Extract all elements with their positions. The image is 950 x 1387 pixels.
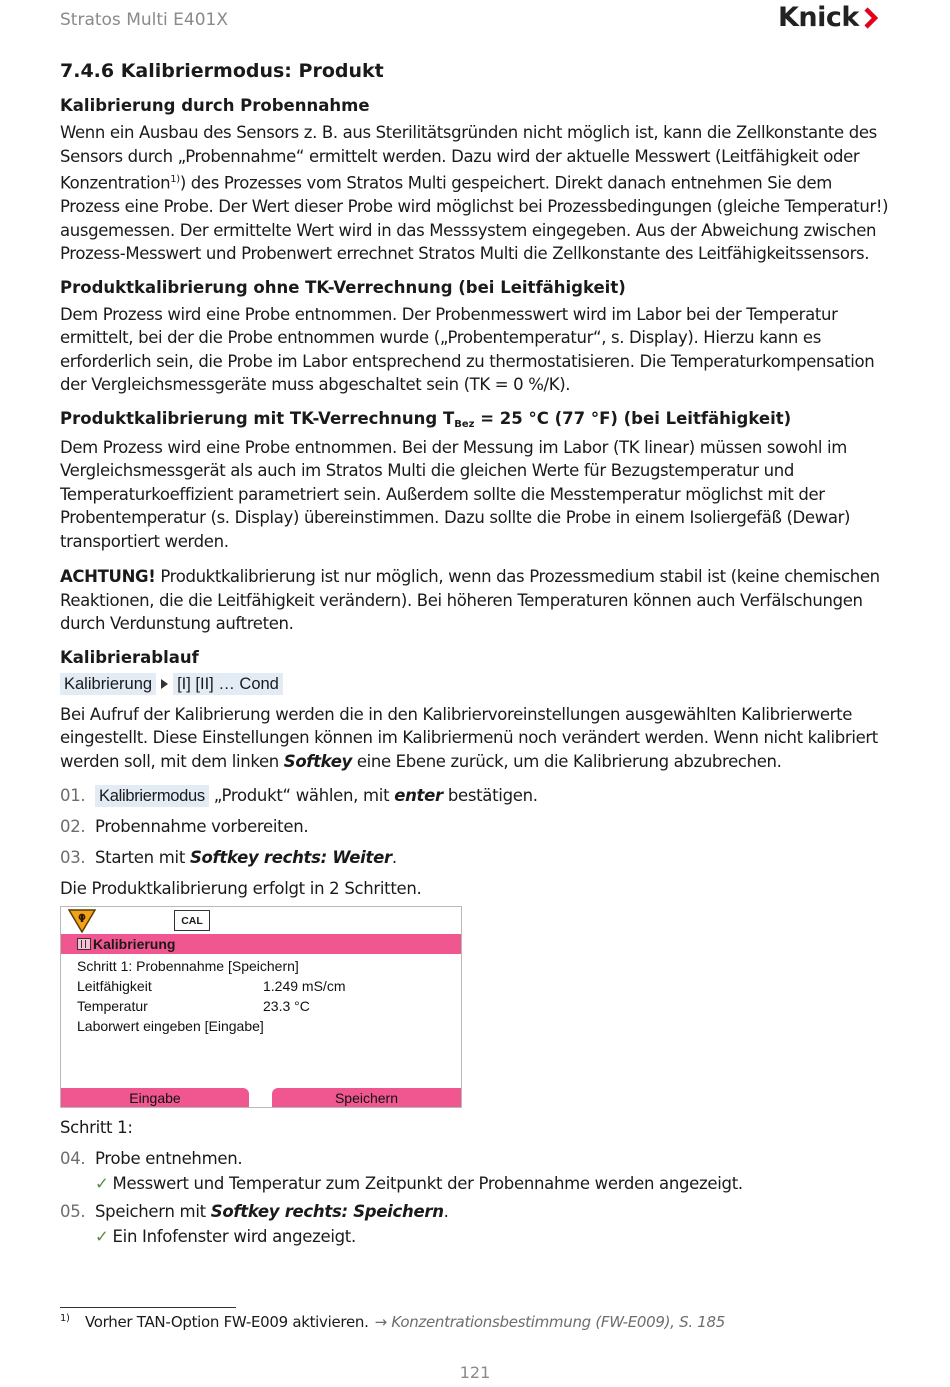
step1-caption: Schritt 1: bbox=[60, 1118, 133, 1137]
step-number: 02. bbox=[60, 817, 86, 836]
display-step-line: Schritt 1: Probennahme [Speichern] bbox=[77, 958, 299, 974]
chevron-right-icon bbox=[863, 7, 879, 29]
step-number: 05. bbox=[60, 1202, 86, 1221]
step-03: 03. Starten mit Softkey rechts: Weiter. bbox=[60, 848, 397, 867]
warning-label: ACHTUNG! bbox=[60, 567, 156, 586]
header-product-name: Stratos Multi E401X bbox=[60, 10, 228, 30]
heading-probennahme: Kalibrierung durch Probennahme bbox=[60, 96, 370, 115]
warning-paragraph: ACHTUNG! Produktkalibrierung ist nur möglich, wenn das Prozessmedium stabil ist (keine chemischen Reaktionen, die die Leitfähigkeit verändern). Bei höheren Temperaturen können auch Verfälschungen durch Verdunstung auftreten. bbox=[60, 567, 880, 633]
step-04-result: Messwert und Temperatur zum Zeitpunkt der Probennahme werden angezeigt. bbox=[112, 1174, 743, 1193]
brand-logo bbox=[778, 2, 879, 33]
step-number: 03. bbox=[60, 848, 86, 867]
footnote-text: Vorher TAN-Option FW-E009 aktivieren. bbox=[85, 1313, 369, 1331]
heading-kalibrierablauf: Kalibrierablauf bbox=[60, 647, 199, 667]
step-05-result: Ein Infofenster wird angezeigt. bbox=[112, 1227, 356, 1246]
paragraph-intro: Bei Aufruf der Kalibrierung werden die in den Kalibriervoreinstellungen ausgewählten Kalibrierwerte eingestellt. Diese Einstellungen können im Kalibriermenü noch verändert werden. Wenn nicht kalibriert werden soll, mit dem linken Softkey eine Ebene zurück, um die Kalibrierung abzubrechen. bbox=[60, 704, 878, 771]
menu-path-target: [I] [II] … Cond bbox=[173, 673, 283, 695]
page-number: 121 bbox=[459, 1363, 491, 1382]
step-number: 01. bbox=[60, 786, 86, 805]
paragraph-mit-tk: Dem Prozess wird eine Probe entnommen. Bei der Messung im Labor (TK linear) müssen sowohl im Vergleichsmessgerät als auch im Stratos Multi die gleichen Werte für Bezugstemperatur und Temperaturkoeffizient parametriert sein. Außerdem sollte die Messtemperatur möglichst mit der Probentemperatur (s. Display) übereinstimmen. Dazu sollte die Probe in einem Isoliergefäß (Dewar) transportiert werden. bbox=[60, 437, 851, 551]
display-cond-value: 1.249 mS/cm bbox=[263, 978, 346, 994]
footnote-divider bbox=[60, 1307, 236, 1308]
paragraph-ohne-tk: Dem Prozess wird eine Probe entnommen. Der Probenmesswert wird im Labor bei der Temperatur ermittelt, bei der die Probe entnommen wurde („Probentemperatur“, s. Display). Hierzu kann es erforderlich sein, die Probe im Labor entsprechend zu thermostatisieren. Die Temperaturkompensation der Vergleichsmessgeräte muss abgeschaltet sein (TK = 0 %/K). bbox=[60, 304, 875, 394]
footnote bbox=[60, 1313, 725, 1331]
menu-path bbox=[60, 673, 892, 695]
display-lab-line: Laborwert eingeben [Eingabe] bbox=[77, 1018, 264, 1034]
maintenance-warning-icon bbox=[68, 908, 96, 933]
softkey-term: Softkey bbox=[283, 751, 352, 771]
display-temp-value: 23.3 °C bbox=[263, 998, 310, 1014]
step-01: 01. Kalibriermodus „Produkt“ wählen, mit enter bestätigen. bbox=[60, 786, 538, 805]
footnote-mark: 1) bbox=[60, 1313, 70, 1324]
softkey-right-speichern[interactable]: Speichern bbox=[272, 1088, 461, 1107]
brand-logo-text: Knick bbox=[778, 2, 859, 33]
cal-mode-badge: CAL bbox=[174, 910, 210, 931]
heading-ohne-tk: Produktkalibrierung ohne TK-Verrechnung (bei Leitfähigkeit) bbox=[60, 277, 626, 297]
step-number: 04. bbox=[60, 1149, 86, 1168]
two-steps-note: Die Produktkalibrierung erfolgt in 2 Schritten. bbox=[60, 879, 422, 898]
display-title-bar bbox=[61, 934, 461, 954]
check-icon: ✓ bbox=[95, 1174, 109, 1193]
menu-tag-kalibriermodus: Kalibriermodus bbox=[95, 785, 209, 807]
display-temp-label: Temperatur bbox=[77, 998, 148, 1014]
paragraph-probennahme: Wenn ein Ausbau des Sensors z. B. aus Sterilitätsgründen nicht möglich ist, kann die Zellkonstante des Sensors durch „Probennahme“ ermittelt werden. Dazu wird der aktuelle Messwert (Leitfähigkeit oder Konzentration$^{1)}$) des Prozesses vom Stratos Multi gespeichert. Direkt danach entnehmen Sie dem Prozess eine Probe. Der Wert dieser Probe wird möglichst bei Prozessbedingungen (gleiche Temperatur!) ausgemessen. Der ermittelte Wert wird in das Messsystem eingegeben. Aus der Abweichung zwischen Prozess-Messwert und Probenwert errechnet Stratos Multi die Zellkonstante des Leitfähigkeitssensors. bbox=[60, 123, 889, 263]
heading-mit-tk: Produktkalibrierung mit TK-Verrechnung $T_{Bez} = 25$ °C (77 °F) (bei Leitfähigkeit) bbox=[60, 408, 792, 430]
menu-path-root: Kalibrierung bbox=[60, 673, 156, 695]
footnote-crossref-link[interactable]: → Konzentrationsbestimmung (FW-E009), S. 185 bbox=[374, 1313, 725, 1331]
display-cond-label: Leitfähigkeit bbox=[77, 978, 152, 994]
step-05: 05. Speichern mit Softkey rechts: Speichern. ✓ Ein Infofenster wird angezeigt. bbox=[60, 1202, 449, 1246]
page-content bbox=[60, 60, 892, 1257]
footnote-marker: 1) bbox=[170, 174, 180, 185]
display-title: Kalibrierung bbox=[93, 936, 176, 952]
calibration-icon bbox=[77, 938, 91, 950]
check-icon: ✓ bbox=[95, 1227, 109, 1246]
step-04: 04. Probe entnehmen. ✓ Messwert und Temperatur zum Zeitpunkt der Probennahme werden angezeigt. bbox=[60, 1149, 743, 1193]
section-title: 7.4.6 Kalibriermodus: Produkt bbox=[60, 60, 384, 82]
softkey-left-eingabe[interactable]: Eingabe bbox=[61, 1088, 249, 1107]
triangle-right-icon bbox=[160, 678, 169, 690]
step-02: 02. Probennahme vorbereiten. bbox=[60, 817, 309, 836]
device-display bbox=[60, 906, 462, 1108]
